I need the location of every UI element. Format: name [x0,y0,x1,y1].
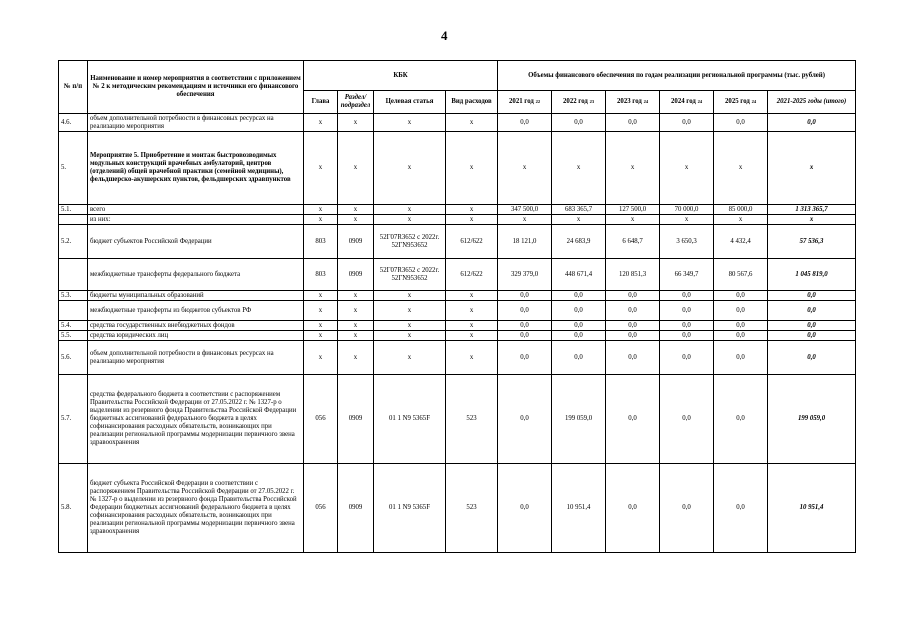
row-value-2025: 0,0 [714,464,768,553]
row-glava: х [304,301,338,321]
row-statya: 52Г07R3652 с 2022г. 52ГN953652 [374,259,446,291]
row-total: 0,0 [768,114,856,132]
row-vid: 612/622 [446,225,498,259]
row-vid: х [446,215,498,225]
row-value-2021: 0,0 [498,114,552,132]
table-row [59,321,856,331]
row-value-2022: 683 365,7 [552,205,606,215]
row-total: 0,0 [768,321,856,331]
row-vid: 523 [446,464,498,553]
table-row [59,114,856,132]
row-vid: х [446,205,498,215]
row-razdel: 0909 [338,375,374,464]
financing-table [58,60,856,553]
row-num [59,301,88,321]
row-value-2024: 0,0 [660,331,714,341]
row-value-2025: 4 432,4 [714,225,768,259]
row-statya: х [374,215,446,225]
row-value-2022: х [552,215,606,225]
row-total: 199 059,0 [768,375,856,464]
page-number: 4 [441,28,448,43]
row-value-2022: 0,0 [552,341,606,375]
row-name: всего [88,205,304,215]
row-value-2023: х [606,215,660,225]
row-glava: х [304,321,338,331]
row-value-2023: 0,0 [606,321,660,331]
row-total: 0,0 [768,301,856,321]
row-value-2023: 0,0 [606,375,660,464]
row-value-2021: 347 500,0 [498,205,552,215]
row-name: Мероприятие 5. Приобретение и монтаж быстровозводимых модульных конструкций врачебных амбулаторий, центров (отделений) общей врачебной практики (семейной медицины), фельдшерско-акушерских пунктов, фельдшерских здравпунктов [88,132,304,205]
row-value-2025: х [714,215,768,225]
row-glava: 803 [304,259,338,291]
row-value-2024: х [660,132,714,205]
row-vid: х [446,321,498,331]
row-name: из них: [88,215,304,225]
row-vid: х [446,291,498,301]
row-razdel: х [338,301,374,321]
row-total: 1 313 365,7 [768,205,856,215]
row-num [59,215,88,225]
row-value-2021: х [498,132,552,205]
header-vid: Вид расходов [446,91,498,114]
row-statya: 01 1 N9 5365F [374,464,446,553]
row-vid: х [446,341,498,375]
row-name: бюджеты муниципальных образований [88,291,304,301]
row-statya: 52Г07R3652 с 2022г. 52ГN953652 [374,225,446,259]
row-total: 0,0 [768,341,856,375]
table-row [59,331,856,341]
row-value-2025: 0,0 [714,301,768,321]
table-row [59,301,856,321]
row-value-2024: 0,0 [660,114,714,132]
row-value-2024: 0,0 [660,321,714,331]
row-statya: х [374,205,446,215]
row-value-2023: х [606,132,660,205]
row-razdel: 0909 [338,464,374,553]
row-value-2022: 448 671,4 [552,259,606,291]
row-value-2021: 0,0 [498,341,552,375]
row-num: 5.1. [59,205,88,215]
row-name: средства федерального бюджета в соответствии с распоряжением Правительства Российской Федерации от 27.05.2022 г. № 1327-р о выделении из резервного фонда Правительства Российской Федерации бюджетных ассигнований федерального бюджета в целях софинансирования расходных обязательств, возникающих при реализации региональной программы модернизации первичного звена здравоохранения [88,375,304,464]
row-razdel: 0909 [338,259,374,291]
row-glava: х [304,205,338,215]
row-vid: 612/622 [446,259,498,291]
row-value-2022: 199 059,0 [552,375,606,464]
row-name: межбюджетные трансферты из бюджетов субъектов РФ [88,301,304,321]
row-num: 5.5. [59,331,88,341]
row-value-2021: 329 379,0 [498,259,552,291]
header-razdel: Раздел/ подраздел [338,91,374,114]
header-name: Наименование и номер мероприятия в соответствии с приложением № 2 к методическим рекомендациям и источники его финансового обеспечения [88,61,304,114]
row-razdel: х [338,331,374,341]
row-glava: х [304,291,338,301]
row-value-2023: 0,0 [606,291,660,301]
row-value-2021: 0,0 [498,321,552,331]
row-value-2024: 70 000,0 [660,205,714,215]
row-value-2023: 0,0 [606,464,660,553]
row-value-2023: 120 851,3 [606,259,660,291]
row-statya: х [374,321,446,331]
row-value-2022: 0,0 [552,301,606,321]
row-num: 5.4. [59,321,88,331]
row-value-2023: 127 500,0 [606,205,660,215]
header-year-2022: 2022 год 23 [552,91,606,114]
header-year-2023: 2023 год 24 [606,91,660,114]
row-razdel: 0909 [338,225,374,259]
table-row [59,215,856,225]
table-row [59,375,856,464]
row-value-2021: 0,0 [498,301,552,321]
row-num: 5.6. [59,341,88,375]
row-razdel: х [338,205,374,215]
row-value-2025: 0,0 [714,291,768,301]
row-value-2025: 0,0 [714,375,768,464]
row-num: 5.2. [59,225,88,259]
row-glava: х [304,132,338,205]
row-statya: х [374,291,446,301]
header-kbk: КБК [304,61,498,91]
row-value-2021: 18 121,0 [498,225,552,259]
row-value-2022: 0,0 [552,321,606,331]
row-value-2022: 0,0 [552,114,606,132]
row-vid: х [446,132,498,205]
row-razdel: х [338,341,374,375]
header-total: 2021-2025 годы (итого) [768,91,856,114]
row-total: 0,0 [768,291,856,301]
row-value-2025: 0,0 [714,321,768,331]
row-value-2022: 24 683,9 [552,225,606,259]
row-value-2025: 0,0 [714,341,768,375]
row-num: 4.6. [59,114,88,132]
row-value-2023: 0,0 [606,331,660,341]
row-total: 1 045 819,0 [768,259,856,291]
row-value-2022: 0,0 [552,331,606,341]
row-statya: 01 1 N9 5365F [374,375,446,464]
table-row [59,132,856,205]
row-value-2021: 0,0 [498,375,552,464]
row-vid: х [446,331,498,341]
header-volumes: Объемы финансового обеспечения по годам реализации региональной программы (тыс. рублей) [498,61,856,91]
row-name: бюджет субъекта Российской Федерации в соответствии с распоряжением Правительства Российской Федерации от 27.05.2022 г. № 1327-р о выделении из резервного фонда Правительства Российской Федерации бюджетных ассигнований федерального бюджета в целях софинансирования расходных обязательств, возникающих при реализации региональной программы модернизации первичного звена здравоохранения [88,464,304,553]
row-razdel: х [338,132,374,205]
row-value-2024: х [660,215,714,225]
row-value-2022: 0,0 [552,291,606,301]
row-statya: х [374,132,446,205]
row-statya: х [374,114,446,132]
row-num: 5.8. [59,464,88,553]
row-glava: 056 [304,375,338,464]
row-glava: 056 [304,464,338,553]
row-num: 5.3. [59,291,88,301]
row-value-2024: 0,0 [660,341,714,375]
header-year-2024: 2024 год 24 [660,91,714,114]
table-row [59,341,856,375]
row-num: 5.7. [59,375,88,464]
row-razdel: х [338,114,374,132]
row-value-2022: 10 951,4 [552,464,606,553]
row-name: средства юридических лиц [88,331,304,341]
row-num [59,259,88,291]
row-value-2023: 6 648,7 [606,225,660,259]
header-statya: Целевая статья [374,91,446,114]
row-vid: 523 [446,375,498,464]
row-statya: х [374,331,446,341]
table-row [59,225,856,259]
row-value-2024: 0,0 [660,291,714,301]
row-value-2022: х [552,132,606,205]
row-statya: х [374,341,446,375]
header-glava: Глава [304,91,338,114]
row-name: объем дополнительной потребности в финансовых ресурсах на реализацию мероприятия [88,114,304,132]
row-razdel: х [338,291,374,301]
row-razdel: х [338,215,374,225]
row-value-2025: х [714,132,768,205]
row-value-2024: 0,0 [660,301,714,321]
row-total: 57 536,3 [768,225,856,259]
row-value-2024: 0,0 [660,375,714,464]
row-vid: х [446,301,498,321]
row-name: межбюджетные трансферты федерального бюджета [88,259,304,291]
row-total: х [768,215,856,225]
row-glava: х [304,341,338,375]
row-value-2025: 80 567,6 [714,259,768,291]
row-value-2025: 85 000,0 [714,205,768,215]
row-glava: 803 [304,225,338,259]
table-row [59,464,856,553]
row-value-2021: х [498,215,552,225]
row-total: 10 951,4 [768,464,856,553]
row-glava: х [304,215,338,225]
table-row [59,205,856,215]
row-value-2025: 0,0 [714,331,768,341]
row-statya: х [374,301,446,321]
row-vid: х [446,114,498,132]
row-glava: х [304,331,338,341]
row-value-2021: 0,0 [498,331,552,341]
row-name: средства государственных внебюджетных фондов [88,321,304,331]
row-razdel: х [338,321,374,331]
row-num: 5. [59,132,88,205]
row-value-2023: 0,0 [606,301,660,321]
row-value-2025: 0,0 [714,114,768,132]
row-value-2024: 66 349,7 [660,259,714,291]
header-num: № п/п [59,61,88,114]
header-year-2021: 2021 год 22 [498,91,552,114]
row-value-2024: 3 650,3 [660,225,714,259]
row-name: объем дополнительной потребности в финансовых ресурсах на реализацию мероприятия [88,341,304,375]
table-row [59,291,856,301]
row-glava: х [304,114,338,132]
row-total: х [768,132,856,205]
header-year-2025: 2025 год 24 [714,91,768,114]
row-value-2021: 0,0 [498,291,552,301]
row-total: 0,0 [768,331,856,341]
row-value-2024: 0,0 [660,464,714,553]
row-value-2023: 0,0 [606,114,660,132]
table-row [59,259,856,291]
row-name: бюджет субъектов Российской Федерации [88,225,304,259]
row-value-2023: 0,0 [606,341,660,375]
row-value-2021: 0,0 [498,464,552,553]
